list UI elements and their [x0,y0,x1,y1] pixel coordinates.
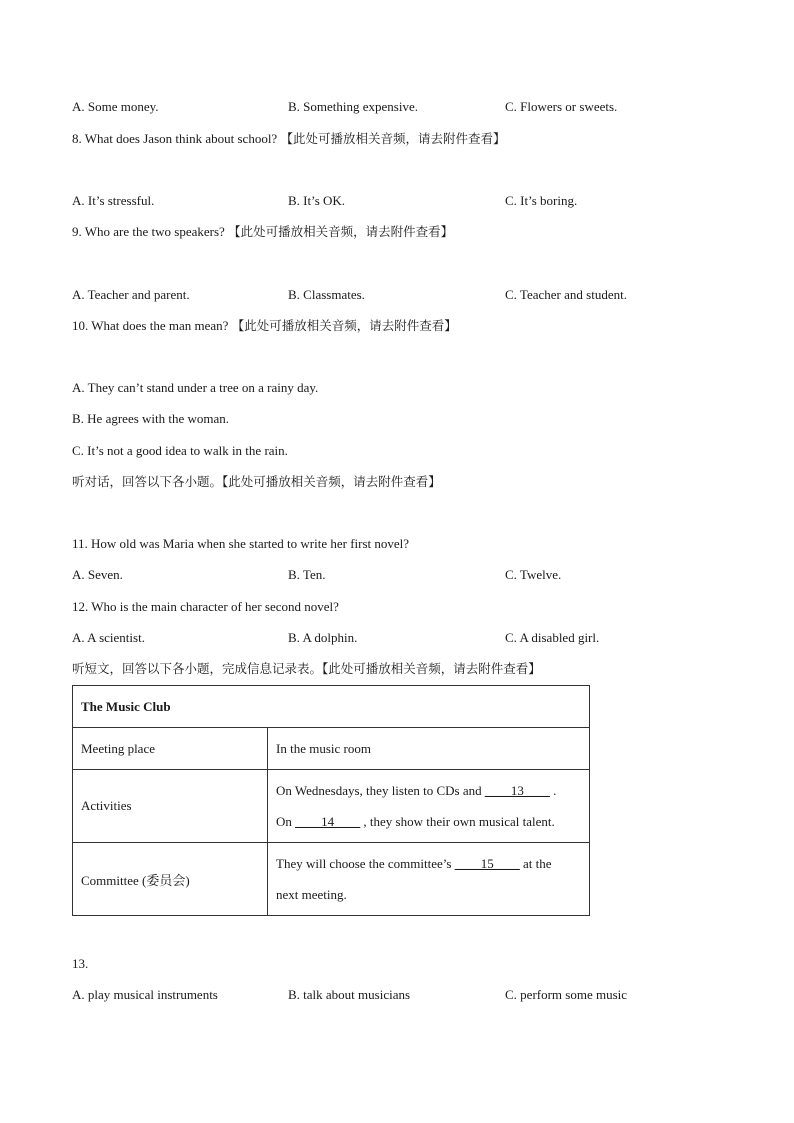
q11-option-c: C. Twelve. [505,567,562,582]
q10-option-a: A. They can’t stand under a tree on a rainy day. [72,380,319,395]
activities-text: On Wednesdays, they listen to CDs and [276,783,485,798]
q10-option-b: B. He agrees with the woman. [72,411,230,426]
q9-audio-note: 【此处可播放相关音频，请去附件查看】 [228,224,454,239]
q10-question: 10. What does the man mean? [72,318,229,333]
q12-option-b: B. A dolphin. [288,630,358,645]
q7-option-a: A. Some money. [72,99,159,114]
q9-option-a: A. Teacher and parent. [72,287,190,302]
q8-option-c: C. It’s boring. [505,193,578,208]
activities-line-1 [276,775,581,806]
q13-number: 13. [72,956,89,971]
q8-option-a: A. It’s stressful. [72,193,155,208]
table-title-row [73,686,590,728]
q9-question: 9. Who are the two speakers? [72,224,225,239]
table-row [73,770,590,843]
q9-option-b: B. Classmates. [288,287,365,302]
row-value-activities [268,770,590,843]
committee-text: at the [519,856,552,871]
q9-option-c: C. Teacher and student. [505,287,627,302]
table-title: The Music Club [73,686,590,728]
blank-14: ____14____ [295,814,361,829]
q7-option-c: C. Flowers or sweets. [505,99,618,114]
activities-text: On [276,814,296,829]
row-value-meeting-place: In the music room [268,728,590,770]
q8-audio-note: 【此处可播放相关音频，请去附件查看】 [280,131,506,146]
activities-line-2 [276,806,581,837]
committee-text: They will choose the committee’s [276,856,455,871]
q10-question-line [72,318,457,334]
committee-line-2: next meeting. [276,887,347,902]
q11-option-b: B. Ten. [288,567,326,582]
row-label-committee: Committee (委员会) [73,843,268,916]
row-label-activities: Activities [73,770,268,843]
blank-13: ____13____ [484,783,550,798]
q13-option-c: C. perform some music [505,987,628,1002]
q10-audio-note: 【此处可播放相关音频，请去附件查看】 [231,318,457,333]
q8-option-b: B. It’s OK. [288,193,346,208]
q10-option-c: C. It’s not a good idea to walk in the rain. [72,443,288,458]
q7-option-b: B. Something expensive. [288,99,418,114]
q12-option-c: C. A disabled girl. [505,630,600,645]
committee-line-1 [276,848,581,879]
blank-15: ____15____ [454,856,520,871]
table-row [73,843,590,916]
q12-question: 12. Who is the main character of her second novel? [72,599,339,614]
section-passage-heading: 听短文，回答以下各小题，完成信息记录表。【此处可播放相关音频，请去附件查看】 [72,661,541,676]
section-dialogue-heading: 听对话，回答以下各小题。【此处可播放相关音频，请去附件查看】 [72,474,441,489]
q11-question: 11. How old was Maria when she started to write her first novel? [72,536,410,551]
activities-text: , they show their own musical talent. [360,814,555,829]
q9-question-line [72,224,453,240]
q13-option-a: A. play musical instruments [72,987,218,1002]
music-club-table [72,685,590,916]
table-row [73,728,590,770]
q11-option-a: A. Seven. [72,567,123,582]
row-value-committee [268,843,590,916]
activities-text: . [549,783,557,798]
q8-question-line [72,131,505,147]
q13-option-b: B. talk about musicians [288,987,411,1002]
q12-option-a: A. A scientist. [72,630,145,645]
row-label-meeting-place: Meeting place [73,728,268,770]
q8-question: 8. What does Jason think about school? [72,131,278,146]
